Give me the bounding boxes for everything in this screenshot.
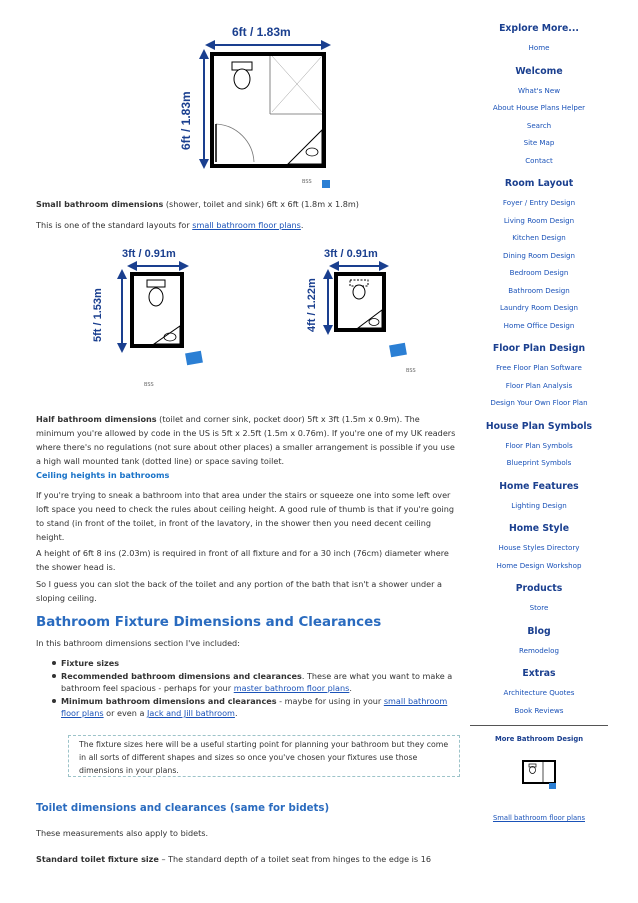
small-bathroom-floor-plans-sidebar-link[interactable]: Small bathroom floor plans [492,814,585,822]
explore-more-heading: Explore More... [499,23,579,34]
sidebar-item-remodelog[interactable]: Remodelog [519,645,559,655]
section-heading: Room Layout [504,178,574,189]
fixtures-intro: In this bathroom dimensions section I've included: [36,638,240,648]
more-bathroom-title: More Bathroom Design [494,735,584,743]
toilet-paragraph-1: These measurements also apply to bidets. [36,828,209,838]
fixture-dimensions-heading: Bathroom Fixture Dimensions and Clearances [36,615,382,630]
small-bathroom-floor-plans-link-2[interactable]: small bathroom floor plans [61,695,448,718]
sidebar-item-floor-plan-symbols[interactable]: Floor Plan Symbols [505,440,573,450]
bathroom-plan-6x6 [176,24,356,189]
section-heading: Home Style [508,523,570,534]
section-heading: Home Features [499,480,579,492]
sidebar-item-site-map[interactable]: Site Map [523,138,555,147]
width-dimension-label: 3ft / 0.91m [324,248,378,260]
features-section [470,476,608,515]
sidebar-item-whats-new[interactable]: What's New [517,85,560,95]
sidebar-item-lighting[interactable]: Lighting Design [511,500,567,510]
bathroom-plan-5x3 [88,244,228,394]
list-item: Recommended bathroom dimensions and clearances. These are what you want to make a bathroom feel spacious - perhaps for your master bathroom floor plans. [52,670,462,695]
list-item: Minimum bathroom dimensions and clearances - maybe for using in your small bathroom floor plans or even a Jack and Jill bathroom. [52,695,462,720]
sidebar-navigation [470,18,608,824]
small-bathroom-paragraph: Small bathroom dimensions (shower, toilet and sink) 6ft x 6ft (1.8m x 1.8m) [36,199,359,209]
height-dimension-label: 4ft / 1.22m [306,278,318,332]
fixtures-list [52,657,462,720]
sidebar-item-search[interactable]: Search [526,120,552,130]
logo-text: BSS [302,179,312,185]
logo-text: BSS [406,368,416,374]
sidebar-item-home-office[interactable]: Home Office Design [503,320,575,330]
toilet-dimensions-heading: Toilet dimensions and clearances (same for bidets) [36,803,330,814]
sidebar-item-design-your-own[interactable]: Design Your Own Floor Plan [490,398,588,407]
floor-plan-drawing [88,244,228,394]
section-heading: Products [515,583,563,594]
ceiling-paragraph-1: If you're trying to sneak a bathroom into that area under the stairs or squeeze one into some left over loft space you need to check the rules about ceiling height. A good rule of thumb is that if you're going to stand (in front of the toilet, in front of the lavatory, in the shower then you need decent ceiling height. [36,490,455,542]
sidebar-item-design-workshop[interactable]: Home Design Workshop [496,560,582,570]
small-bathroom-thumbnail[interactable] [519,757,559,791]
logo-text: BSS [144,382,154,388]
symbols-section [470,416,608,472]
sidebar-item-bedroom[interactable]: Bedroom Design [509,268,569,277]
sidebar-item-book-reviews[interactable]: Book Reviews [514,705,564,715]
width-dimension-label: 6ft / 1.83m [232,25,291,39]
floor-plan-section [470,338,608,412]
section-heading: Extras [522,668,556,679]
height-dimension-label: 5ft / 1.53m [92,288,104,342]
blog-section [470,621,608,660]
sidebar-item-home[interactable]: Home [528,43,550,52]
half-bathroom-paragraph: Half bathroom dimensions (toilet and corner sink, pocket door) 5ft x 3ft (1.5m x 0.9m). The minimum you're allowed by code in the US is 5ft x 2.5ft (1.5m x 0.76m). If you're one of my UK readers where there's no regulations (not sure about other places) a smaller arrangement is possible if you use a high wall mounted tank (dotted line) or space saving toilet. [36,414,456,466]
welcome-section [470,61,608,170]
toilet-paragraph-2: Standard toilet fixture size – The standard depth of a toilet seat from hinges to the edge is 16 [36,854,431,864]
sidebar-item-foyer[interactable]: Foyer / Entry Design [502,198,576,207]
height-dimension-label: 6ft / 1.83m [179,91,193,150]
ceiling-heights-heading: Ceiling heights in bathrooms [36,470,170,480]
sidebar-item-store[interactable]: Store [529,603,549,612]
floor-plan-drawing [176,24,356,189]
master-bathroom-floor-plans-link[interactable]: master bathroom floor plans [233,683,350,693]
sidebar-item-living-room[interactable]: Living Room Design [503,215,575,225]
sidebar-item-architecture-quotes[interactable]: Architecture Quotes [503,688,575,697]
sidebar-item-dining-room[interactable]: Dining Room Design [502,250,576,260]
main-content [36,0,464,903]
sidebar-item-contact[interactable]: Contact [525,155,553,165]
sidebar-item-about[interactable]: About House Plans Helper [492,103,586,112]
width-dimension-label: 3ft / 0.91m [122,248,176,260]
ceiling-paragraph-3: So I guess you can slot the back of the toilet and any portion of the bath that isn't a shower under a sloping ceiling. [36,579,442,603]
section-heading: Blog [527,625,551,637]
section-heading: Welcome [515,65,563,77]
ceiling-paragraph-2: A height of 6ft 8 ins (2.03m) is required in front of all fixture and for a 30 inch (76cm) diameter where the shower head is. [36,548,449,572]
small-bathroom-floor-plans-link[interactable]: small bathroom floor plans [192,220,301,230]
section-heading: House Plan Symbols [485,420,593,432]
small-bathroom-layout-line: This is one of the standard layouts for small bathroom floor plans. [36,220,304,230]
style-section [470,518,608,574]
jack-and-jill-bathroom-link[interactable]: Jack and Jill bathroom [147,708,235,718]
extras-section [470,663,608,719]
sidebar-item-analysis[interactable]: Floor Plan Analysis [505,380,573,390]
bathroom-plan-4x3 [300,244,440,376]
tip-box: The fixture sizes here will be a useful starting point for planning your bathroom but they come in all sorts of different shapes and sizes so once you've chosen your fixtures use those dimensions in your plans. [68,735,460,777]
more-bathroom-design-box [470,725,608,824]
sidebar-item-blueprint-symbols[interactable]: Blueprint Symbols [506,458,572,467]
floor-plan-drawing [300,244,440,376]
list-item: Fixture sizes [52,657,462,670]
sidebar-item-kitchen[interactable]: Kitchen Design [512,233,566,242]
sidebar-item-free-software[interactable]: Free Floor Plan Software [496,363,582,372]
sidebar-item-styles-directory[interactable]: House Styles Directory [498,543,580,552]
section-heading: Floor Plan Design [492,343,586,354]
sidebar-item-bathroom[interactable]: Bathroom Design [508,285,570,295]
products-section [470,578,608,617]
sidebar-item-laundry[interactable]: Laundry Room Design [499,303,579,312]
room-layout-section [470,173,608,334]
